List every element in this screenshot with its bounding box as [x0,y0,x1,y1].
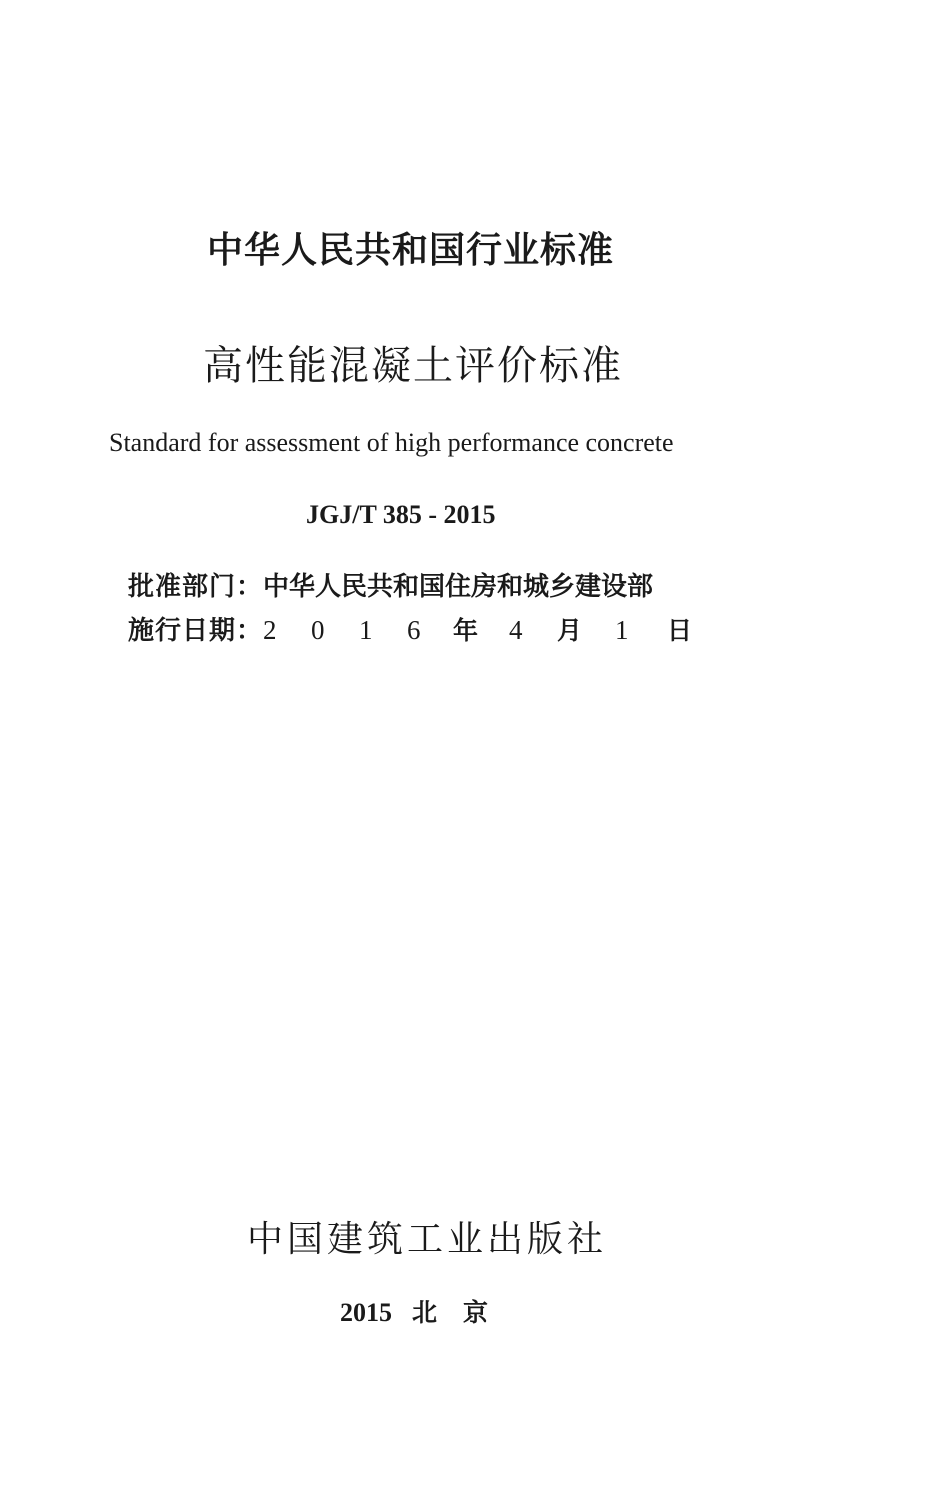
date-year-digit: 1 [359,615,373,645]
approval-department-row [128,574,653,600]
approval-department-value: 中华人民共和国住房和城乡建设部 [263,572,654,602]
series-title: 中华人民共和国行业标准 [207,230,615,271]
date-month: 4 [509,615,523,645]
date-year-digit: 6 [407,615,421,645]
standard-title-english: Standard for assessment of high performance concrete [109,428,674,457]
approval-department-label: 批准部门： [128,572,264,602]
publisher-name: 中国建筑工业出版社 [247,1219,608,1260]
publication-year: 2015 [340,1298,392,1327]
effective-date-value [263,617,692,644]
date-month-unit: 月 [557,616,583,645]
date-day: 1 [615,615,629,645]
standard-title-chinese: 高性能混凝土评价标准 [203,343,623,389]
date-year-digit: 0 [311,615,325,645]
effective-date-row [128,617,692,644]
effective-date-label: 施行日期： [128,616,264,646]
standard-code: JGJ/T 385 - 2015 [306,500,496,529]
date-year-digit: 2 [263,615,277,645]
date-day-unit: 日 [667,616,693,645]
publication-city: 北京 [412,1298,515,1327]
date-year-unit: 年 [453,616,479,645]
publication-line [340,1300,514,1326]
